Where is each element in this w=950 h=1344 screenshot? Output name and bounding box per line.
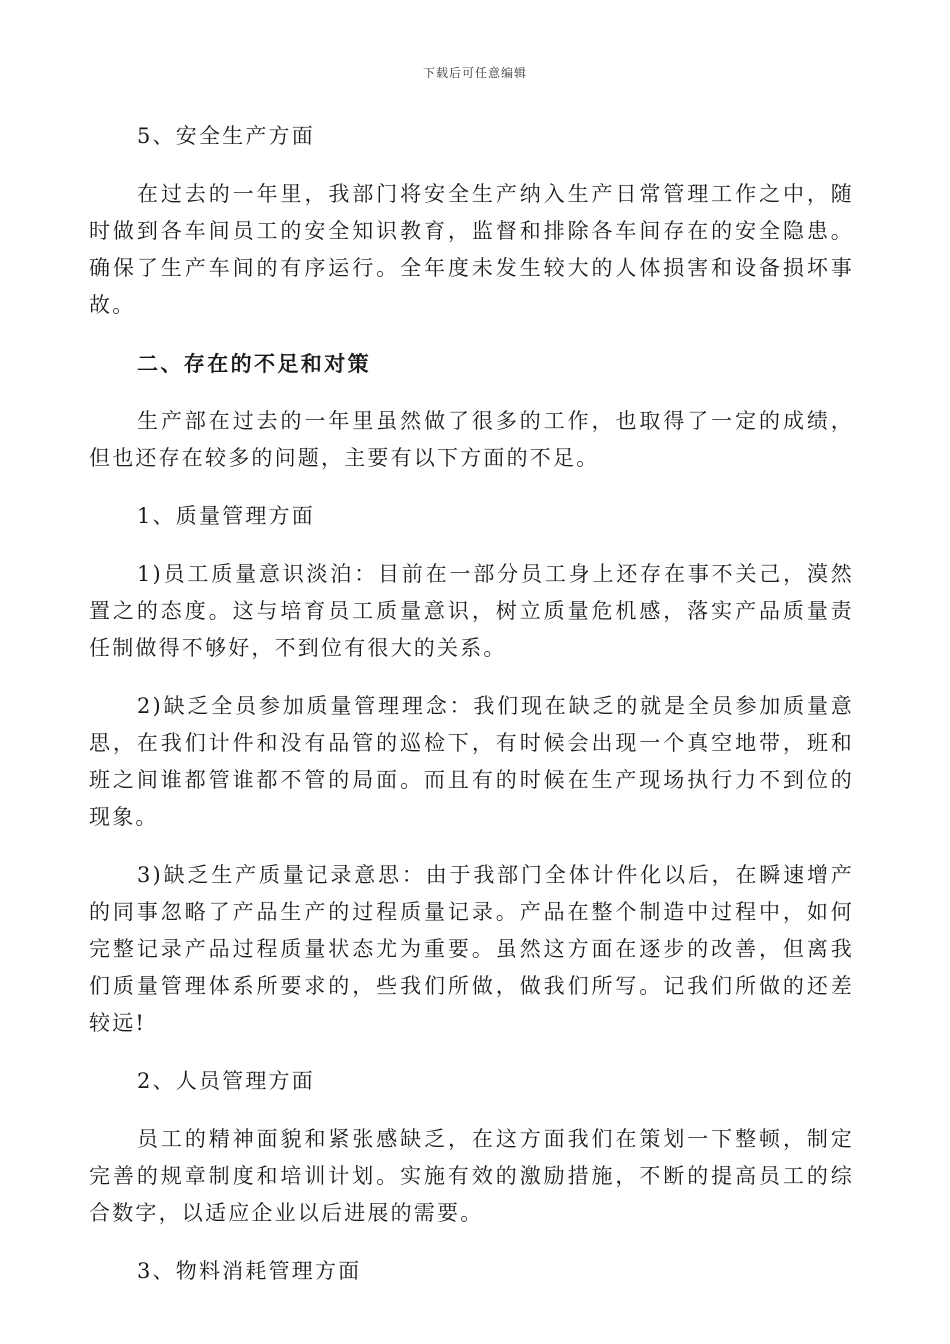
body-paragraph: 在过去的一年里，我部门将安全生产纳入生产日常管理工作之中，随时做到各车间员工的安全知识教育，监督和排除各车间存在的安全隐患。确保了生产车间的有序运行。全年度未发生较大的人体损害和设备损坏事故。 xyxy=(89,182,854,317)
document-body xyxy=(89,118,854,1311)
body-paragraph: 2)缺乏全员参加质量管理理念：我们现在缺乏的就是全员参加质量意思，在我们计件和没有品管的巡检下，有时候会出现一个真空地带，班和班之间谁都管谁都不管的局面。而且有的时候在生产现场执行力不到位的现象。 xyxy=(89,694,854,829)
body-paragraph: 1)员工质量意识淡泊：目前在一部分员工身上还存在事不关己，漠然置之的态度。这与培育员工质量意识，树立质量危机感，落实产品质量责任制做得不够好，不到位有很大的关系。 xyxy=(89,562,854,660)
section-heading: 二、存在的不足和对策 xyxy=(137,351,371,376)
section-subheading: 5、安全生产方面 xyxy=(137,124,315,148)
section-subheading: 1、质量管理方面 xyxy=(137,504,315,528)
section-subheading: 3、物料消耗管理方面 xyxy=(137,1259,362,1283)
section-subheading: 2、人员管理方面 xyxy=(137,1069,315,1093)
body-paragraph: 生产部在过去的一年里虽然做了很多的工作，也取得了一定的成绩，但也还存在较多的问题，主要有以下方面的不足。 xyxy=(89,409,854,470)
body-paragraph: 员工的精神面貌和紧张感缺乏，在这方面我们在策划一下整顿，制定完善的规章制度和培训计划。实施有效的激励措施，不断的提高员工的综合数字，以适应企业以后进展的需要。 xyxy=(89,1127,854,1225)
page-header: 下载后可任意编辑 xyxy=(422,66,527,80)
body-paragraph: 3)缺乏生产质量记录意思：由于我部门全体计件化以后，在瞬速增产的同事忽略了产品生产的过程质量记录。产品在整个制造中过程中，如何完整记录产品过程质量状态尤为重要。虽然这方面在逐步的改善，但离我们质量管理体系所要求的，些我们所做，做我们所写。记我们所做的还差较远! xyxy=(89,863,854,1035)
